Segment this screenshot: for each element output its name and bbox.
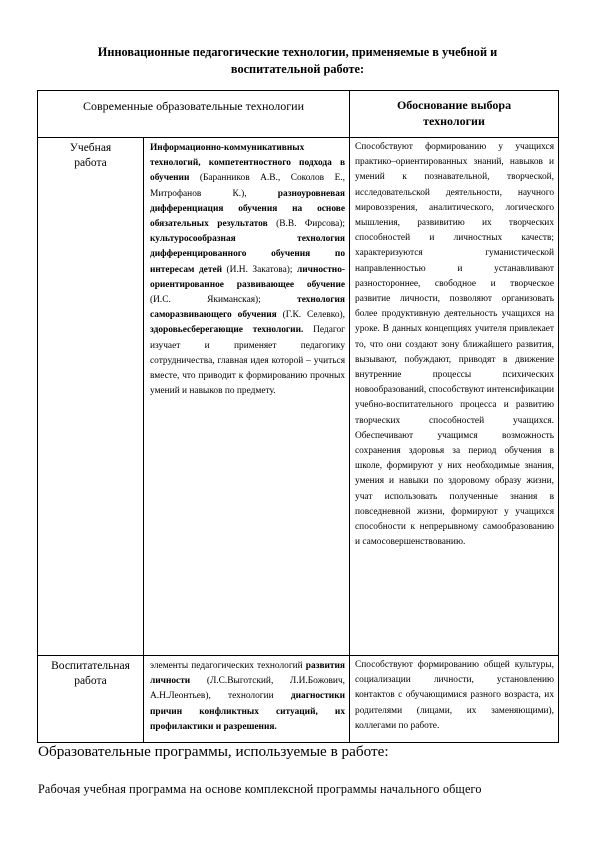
text-run: технология саморазвивающего обучения [150,295,346,321]
header-modern-technologies: Современные образовательные технологии [38,91,350,138]
upbringing-technologies-cell [144,656,350,743]
page-title [60,44,535,78]
table-header-row [38,91,559,138]
page-title-line-2: воспитательной работе: [230,62,365,76]
table-row [38,138,559,656]
text-run: Педагог изучает и применяет педагогику сотрудничества, главная идея которой – учиться вместе, что приводит к формированию прочных умений и навыков по предмету. [150,325,346,397]
educational-justification-cell: Способствуют формированию у учащихся практико–ориентированных знаний, навыков и умений к познавательной, творческой, исследовательской деятельности, научного мировоззрения, аналитического, логического мышления, развивитию их творческих способностей и личностных качеств; характеризуются гуманистической направленностью и устанавливают разностороннее, свободное и творческое развитие личности, позволяют организовать более продуктивную деятельность учащихся на уроке. В данных концепциях учителя привлекает то, что они создают зону ближайшего развития, вызывают, побуждают, приводят в движение внутренние процессы психических новообразований, способствуют интенсификации учебно-воспитательного процесса и развитию творческих способностей учащихся. Обеспечивают учащимся возможность сохранения здоровья за период обучения в школе, формируют у них необходимые знания, умения и навыки по здоровому образу жизни, учат использовать полученные знания в повседневной жизни, формируют у учащихся способности к непрерывному самообразованию и самосовершенствованию. [350,138,559,656]
text-run: (И.Н. Закатова); [222,264,297,275]
text-run: элементы педагогических технологий [150,661,306,671]
text-run: (Баранников А.В., Соколов Е., Митрофанов К.), [150,173,346,199]
text-run: (Л.С.Выготский, Л.И.Божович, А.Н.Леонтьев), технологии [150,676,346,702]
text-run: разноуровневая дифференциация обучения на основе обязательных результатов [150,188,346,230]
text-run: здоровьесберегающие технологии. [150,325,304,336]
text-run: Информационно-коммуникативных технологий, компетентностного подхода в обучении [150,143,346,184]
text-run: личностно-ориентированное развивающее обучение [150,264,346,290]
educational-technologies-cell [144,138,350,656]
text-run: развития личности [150,661,346,687]
text-run: (Г.К. Селевко), [276,310,346,321]
page-title-line-1: Инновационные педагогические технологии, применяемые в учебной и [97,45,498,59]
program-paragraph: Рабочая учебная программа на основе комплексной программы начального общего [38,782,482,796]
section-heading-programs: Образовательные программы, используемые в работе: [38,743,389,760]
row-label-upbringing-work: Воспитательная работа [38,656,144,743]
header-justification: Обоснование выбора технологии [350,91,559,138]
text-run: (В.В. Фирсова); [267,219,346,230]
table-row [38,656,559,743]
text-run: диагностики причин конфликтных ситуаций, их профилактики и разрешения. [150,691,346,732]
row-label-educational-work: Учебная работа [38,138,144,656]
text-run: культуросообразная технология дифференцированного обучения по интересам детей [150,234,346,275]
technologies-table [37,90,559,743]
text-run: (И.С. Якиманская); [150,295,298,306]
upbringing-justification-cell: Способствуют формированию общей культуры, социализации личности, установлению контактов с обучающимися разного возраста, их родителями (лицами, их заменяющими), коллегами по работе. [350,656,559,743]
